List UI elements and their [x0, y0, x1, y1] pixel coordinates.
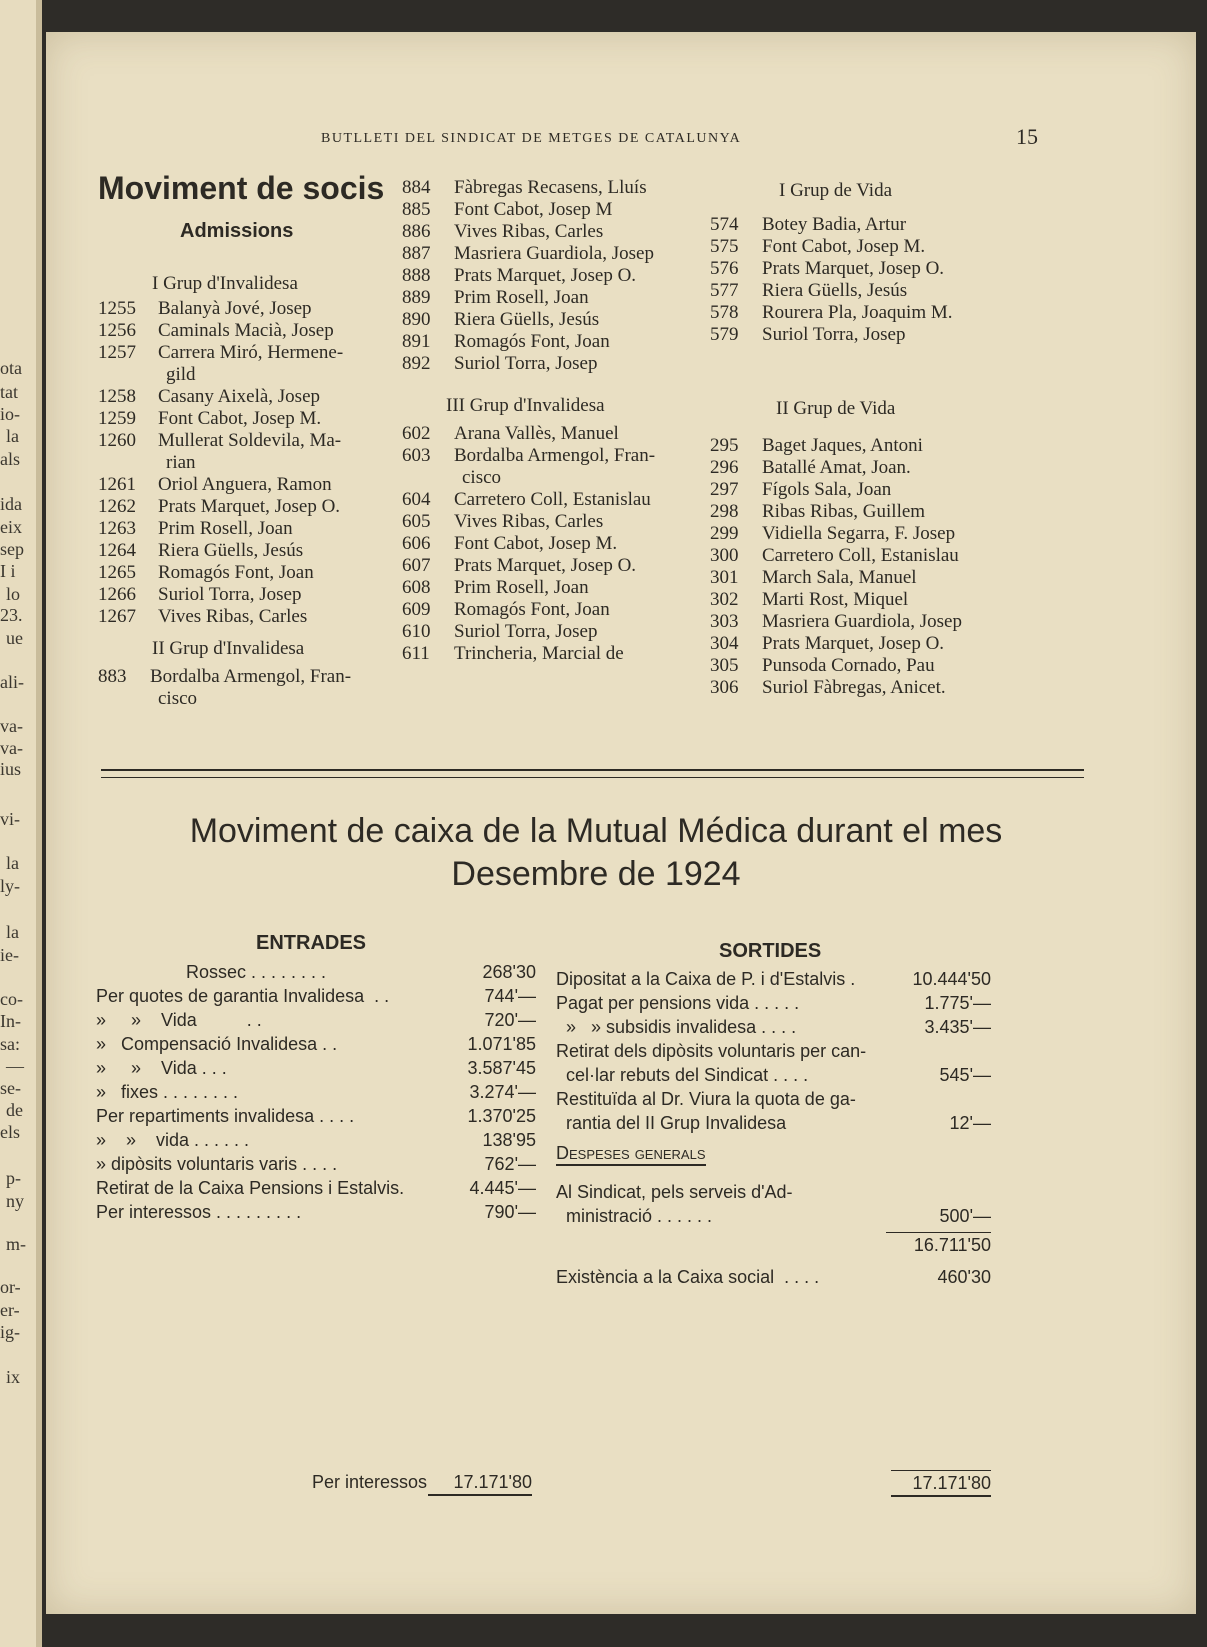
spine-text-fragment: ix	[6, 1367, 21, 1387]
ledger-label: cel·lar rebuts del Sindicat . . . .	[556, 1065, 809, 1085]
ledger-label: Per interessos . . . . . . . . .	[96, 1202, 302, 1222]
member-row	[402, 643, 655, 665]
member-row	[402, 577, 655, 599]
member-name: rian	[166, 452, 196, 473]
member-number: 605	[402, 511, 431, 532]
member-row	[98, 320, 351, 342]
ledger-amount: 3.274'—	[469, 1082, 536, 1102]
member-name: Prim Rosell, Joan	[454, 577, 589, 598]
member-row	[98, 496, 351, 518]
member-row	[402, 221, 655, 243]
spine-text-fragment: or-	[0, 1277, 21, 1297]
member-row	[98, 474, 351, 496]
member-name: Prim Rosell, Joan	[158, 518, 293, 539]
member-row	[710, 545, 962, 567]
group1-heading: I Grup d'Invalidesa	[152, 273, 298, 294]
member-row	[98, 540, 351, 562]
member-name: Carrera Miró, Hermene-	[158, 342, 344, 363]
member-row	[98, 518, 351, 540]
ledger-label: Retirat de la Caixa Pensions i Estalvis.	[96, 1178, 405, 1198]
member-number: 1259	[98, 408, 136, 429]
member-number: 303	[710, 611, 739, 632]
member-number: 300	[710, 545, 739, 566]
spine-text-fragment: ue	[6, 628, 23, 648]
member-row	[98, 364, 351, 386]
ledger-row	[96, 1080, 536, 1104]
spine-text-fragment: ali-	[0, 672, 24, 692]
ledger-label: Al Sindicat, pels serveis d'Ad-	[556, 1182, 793, 1202]
ledger-amount: 545'—	[939, 1065, 991, 1085]
member-row	[710, 523, 962, 545]
member-name: Mullerat Soldevila, Ma-	[158, 430, 342, 451]
ledger-amount: 4.445'—	[469, 1178, 536, 1198]
member-name: Prats Marquet, Josep O.	[454, 265, 637, 286]
member-number: 883	[98, 666, 127, 687]
member-row	[98, 562, 351, 584]
member-row	[98, 386, 351, 408]
member-row	[710, 479, 962, 501]
member-row	[710, 236, 953, 258]
member-number: 1266	[98, 584, 136, 605]
admissions-heading: Admissions	[180, 220, 294, 242]
member-number: 577	[710, 280, 739, 301]
member-name: Batallé Amat, Joan.	[762, 457, 911, 478]
member-number: 611	[402, 643, 430, 664]
caixa-title-line1: Moviment de caixa de la Mutual Médica durant el mes	[189, 812, 1003, 850]
vida1-heading: I Grup de Vida	[779, 180, 893, 201]
member-row	[98, 408, 351, 430]
member-row	[710, 302, 953, 324]
member-name: cisco	[462, 467, 502, 488]
member-number: 298	[710, 501, 739, 522]
member-number: 305	[710, 655, 739, 676]
spine-text-fragment: 23.	[0, 605, 23, 625]
member-row	[710, 633, 962, 655]
spine-text-fragment: ius	[0, 759, 22, 779]
member-name: Vidiella Segarra, F. Josep	[762, 523, 956, 544]
spine-text-fragment: lo	[6, 584, 21, 604]
group3-heading: III Grup d'Invalidesa	[446, 395, 605, 416]
ledger-row	[556, 967, 991, 991]
ledger-amount: 1.370'25	[467, 1106, 536, 1126]
vida2-list	[710, 435, 962, 699]
member-number: 1267	[98, 606, 136, 627]
spine-text-fragment: eix	[0, 517, 22, 537]
member-name: Suriol Torra, Josep	[158, 584, 302, 605]
spine-shadow	[36, 0, 42, 1647]
ledger-amount	[901, 1087, 991, 1111]
ledger-label: » dipòsits voluntaris varis . . . .	[96, 1154, 338, 1174]
member-row	[402, 599, 655, 621]
member-row	[402, 489, 655, 511]
spine-text-fragment: ny	[6, 1191, 24, 1211]
vida2-heading: II Grup de Vida	[776, 398, 896, 419]
member-number: 296	[710, 457, 739, 478]
ledger-row	[96, 984, 536, 1008]
member-number: 1263	[98, 518, 136, 539]
member-name: Marti Rost, Miquel	[762, 589, 909, 610]
member-row	[402, 243, 655, 265]
ledger-label: » » vida . . . . . .	[96, 1130, 250, 1150]
member-number: 885	[402, 199, 431, 220]
spine-text-fragment: als	[0, 449, 20, 469]
member-name: Suriol Torra, Josep	[762, 324, 906, 345]
spine-text-fragment: m-	[6, 1234, 26, 1254]
member-name: Balanyà Jové, Josep	[158, 298, 312, 319]
member-number: 610	[402, 621, 431, 642]
ledger-amount: 138'95	[482, 1130, 536, 1150]
member-name: Fígols Sala, Joan	[762, 479, 892, 500]
member-number: 892	[402, 353, 431, 374]
spine-text-fragment: la	[6, 426, 19, 446]
member-name: Punsoda Cornado, Pau	[762, 655, 935, 676]
ledger-amount: 762'—	[484, 1154, 536, 1174]
caixa-title-line2: Desembre de 1924	[451, 855, 741, 893]
adjacent-page-edge	[0, 0, 42, 1647]
spine-text-fragment: va-	[0, 738, 23, 758]
member-name: Prats Marquet, Josep O.	[762, 258, 945, 279]
member-number: 1256	[98, 320, 136, 341]
ledger-row	[96, 1008, 536, 1032]
sortides-total: 17.171'80	[891, 1470, 991, 1497]
spine-text-fragment: vi-	[0, 809, 20, 829]
member-row	[710, 567, 962, 589]
member-row	[402, 555, 655, 577]
spine-text-fragment: io-	[0, 404, 20, 424]
member-name: Casany Aixelà, Josep	[158, 386, 321, 407]
member-name: Fàbregas Recasens, Lluís	[454, 177, 647, 198]
ledger-label: » » subsidis invalidesa . . . .	[556, 1017, 797, 1037]
member-row	[402, 199, 655, 221]
member-number: 299	[710, 523, 739, 544]
member-row	[402, 511, 655, 533]
member-name: Font Cabot, Josep M.	[158, 408, 322, 429]
member-number: 884	[402, 177, 431, 198]
member-row	[710, 589, 962, 611]
member-name: Prats Marquet, Josep O.	[762, 633, 945, 654]
ledger-label: Per quotes de garantia Invalidesa . .	[96, 986, 390, 1006]
spine-text-fragment: I i	[0, 561, 16, 581]
member-name: Romagós Font, Joan	[454, 599, 610, 620]
section-rule	[101, 769, 1084, 771]
member-name: March Sala, Manuel	[762, 567, 917, 588]
spine-text-fragment: p-	[6, 1168, 21, 1188]
entrades-table	[96, 960, 536, 1224]
member-name: Botey Badia, Artur	[762, 214, 907, 235]
member-name: Vives Ribas, Carles	[454, 221, 604, 242]
member-number: 576	[710, 258, 739, 279]
member-row	[710, 611, 962, 633]
member-name: Prats Marquet, Josep O.	[454, 555, 637, 576]
spine-text-fragment: co-	[0, 989, 23, 1009]
ledger-label: » fixes . . . . . . . .	[96, 1082, 239, 1102]
member-row	[402, 287, 655, 309]
spine-text-fragment: tat	[0, 382, 18, 402]
ledger-row	[556, 1111, 991, 1135]
ledger-amount: 1.775'—	[924, 993, 991, 1013]
member-row	[710, 457, 962, 479]
ledger-row	[96, 960, 536, 984]
member-name: Riera Güells, Jesús	[158, 540, 304, 561]
existencia-amount: 460'30	[937, 1267, 991, 1287]
member-number: 1264	[98, 540, 136, 561]
member-name: Arana Vallès, Manuel	[454, 423, 619, 444]
member-name: Ribas Ribas, Guillem	[762, 501, 926, 522]
member-row	[98, 688, 351, 710]
spine-text-fragment: ota	[0, 358, 22, 378]
member-row	[710, 324, 953, 346]
member-name: Oriol Anguera, Ramon	[158, 474, 332, 495]
member-number: 603	[402, 445, 431, 466]
vida1-list	[710, 214, 953, 346]
ledger-label: Restituïda al Dr. Viura la quota de ga-	[556, 1089, 856, 1109]
member-name: Font Cabot, Josep M.	[762, 236, 926, 257]
ledger-amount: 1.071'85	[467, 1034, 536, 1054]
member-name: gild	[166, 364, 196, 385]
sortides-heading: SORTIDES	[719, 940, 822, 962]
member-number: 886	[402, 221, 431, 242]
member-number: 1265	[98, 562, 136, 583]
member-name: Masriera Guardiola, Josep	[762, 611, 962, 632]
entrades-heading: ENTRADES	[256, 932, 367, 954]
ledger-label: Retirat dels dipòsits voluntaris per can-	[556, 1041, 867, 1061]
spine-text-fragment: ig-	[0, 1322, 20, 1342]
ledger-label: rantia del II Grup Invalidesa	[556, 1113, 787, 1133]
member-number: 1258	[98, 386, 136, 407]
member-row	[98, 430, 351, 452]
running-title: BUTLLETI DEL SINDICAT DE METGES DE CATALUNYA	[321, 131, 742, 146]
member-row	[710, 677, 962, 699]
ledger-row	[556, 1015, 991, 1039]
ledger-label: Dipositat a la Caixa de P. i d'Estalvis .	[556, 969, 856, 989]
ledger-row	[556, 1087, 991, 1111]
member-row	[98, 342, 351, 364]
member-name: Romagós Font, Joan	[158, 562, 314, 583]
member-row	[710, 501, 962, 523]
ledger-row	[96, 1128, 536, 1152]
spine-text-fragment: se-	[0, 1078, 21, 1098]
ledger-row	[556, 1180, 991, 1204]
existencia-row	[556, 1265, 991, 1289]
ledger-row	[96, 1176, 536, 1200]
ledger-amount	[901, 1039, 991, 1063]
entrades-total-label: Per interessos	[312, 1472, 428, 1492]
member-number: 1262	[98, 496, 136, 517]
member-number: 1261	[98, 474, 136, 495]
member-number: 888	[402, 265, 431, 286]
spine-text-fragment: la	[6, 922, 19, 942]
member-number: 609	[402, 599, 431, 620]
ledger-row	[96, 1200, 536, 1224]
member-row	[98, 584, 351, 606]
ledger-label: Pagat per pensions vida . . . . .	[556, 993, 800, 1013]
spine-text-fragment: sep	[0, 539, 24, 559]
member-row	[402, 467, 655, 489]
ledger-amount: 720'—	[484, 1010, 536, 1030]
member-number: 301	[710, 567, 739, 588]
member-name: Rourera Pla, Joaquim M.	[762, 302, 953, 323]
document-page	[46, 32, 1196, 1614]
member-number: 1255	[98, 298, 136, 319]
ledger-label: Rossec . . . . . . . .	[186, 962, 327, 982]
ledger-label: ministració . . . . . .	[556, 1206, 713, 1226]
member-number: 890	[402, 309, 431, 330]
spine-text-fragment: In-	[0, 1011, 21, 1031]
ledger-amount: 12'—	[949, 1113, 991, 1133]
ledger-row	[556, 991, 991, 1015]
ledger-row	[96, 1152, 536, 1176]
member-number: 574	[710, 214, 739, 235]
member-number: 579	[710, 324, 739, 345]
member-number: 578	[710, 302, 739, 323]
member-number: 302	[710, 589, 739, 610]
ledger-row	[96, 1104, 536, 1128]
member-row	[402, 353, 655, 375]
member-name: Carretero Coll, Estanislau	[762, 545, 959, 566]
ledger-row	[556, 1039, 991, 1063]
member-number: 1260	[98, 430, 136, 451]
member-name: Prim Rosell, Joan	[454, 287, 589, 308]
ledger-amount: 268'30	[482, 962, 536, 982]
member-name: Riera Güells, Jesús	[454, 309, 600, 330]
member-row	[98, 606, 351, 628]
member-number: 1257	[98, 342, 136, 363]
member-number: 304	[710, 633, 739, 654]
spine-text-fragment: de	[6, 1100, 23, 1120]
spine-text-fragment: er-	[0, 1300, 20, 1320]
member-name: Font Cabot, Josep M.	[454, 533, 618, 554]
socis-column-1	[98, 298, 351, 710]
member-name: cisco	[158, 688, 198, 709]
member-name: Romagós Font, Joan	[454, 331, 610, 352]
member-number: 297	[710, 479, 739, 500]
ledger-amount: 744'—	[484, 986, 536, 1006]
ledger-row	[556, 1204, 991, 1228]
member-name: Suriol Fàbregas, Anicet.	[762, 677, 946, 698]
ledger-amount: 3.435'—	[924, 1017, 991, 1037]
spine-text-fragment: ida	[0, 494, 22, 514]
ledger-row	[96, 1056, 536, 1080]
section-rule-thin	[101, 777, 1084, 778]
spine-text-fragment: els	[0, 1122, 20, 1142]
member-row	[402, 331, 655, 353]
member-row	[710, 435, 962, 457]
ledger-amount: 10.444'50	[912, 969, 991, 989]
spine-text-fragment: ly-	[0, 876, 20, 896]
ledger-label: Per repartiments invalidesa . . . .	[96, 1106, 355, 1126]
member-row	[402, 423, 655, 445]
member-name: Bordalba Armengol, Fran-	[150, 666, 352, 687]
ledger-amount: 500'—	[939, 1206, 991, 1226]
sortides-subtotal: 16.711'50	[886, 1232, 991, 1257]
entrades-total: 17.171'80	[428, 1470, 532, 1496]
member-row	[710, 655, 962, 677]
member-name: Vives Ribas, Carles	[454, 511, 604, 532]
member-number: 608	[402, 577, 431, 598]
member-name: Carretero Coll, Estanislau	[454, 489, 651, 510]
spine-text-fragment: va-	[0, 716, 23, 736]
member-number: 602	[402, 423, 431, 444]
member-row	[710, 280, 953, 302]
member-number: 889	[402, 287, 431, 308]
member-row	[98, 452, 351, 474]
spine-text-fragment: la	[6, 853, 19, 873]
existencia-label: Existència a la Caixa social . . . .	[556, 1267, 820, 1287]
ledger-amount: 790'—	[484, 1202, 536, 1222]
member-name: Baget Jaques, Antoni	[762, 435, 923, 456]
member-number: 575	[710, 236, 739, 257]
member-name: Font Cabot, Josep M	[454, 199, 613, 220]
member-name: Suriol Torra, Josep	[454, 621, 598, 642]
member-row	[402, 533, 655, 555]
member-row	[402, 265, 655, 287]
member-number: 295	[710, 435, 739, 456]
group2-heading: II Grup d'Invalidesa	[152, 638, 305, 659]
ledger-amount	[901, 1180, 991, 1204]
member-number: 606	[402, 533, 431, 554]
page-number: 15	[1016, 124, 1038, 149]
spine-text-fragment: ie-	[0, 945, 19, 965]
member-row	[402, 309, 655, 331]
member-name: Masriera Guardiola, Josep	[454, 243, 654, 264]
spine-text-fragment: sa:	[0, 1034, 20, 1054]
member-row	[98, 298, 351, 320]
sortides-table	[556, 967, 991, 1493]
socis-title: Moviment de socis	[98, 170, 385, 206]
member-row	[402, 177, 655, 199]
member-number: 891	[402, 331, 431, 352]
member-number: 607	[402, 555, 431, 576]
member-number: 887	[402, 243, 431, 264]
member-row	[402, 621, 655, 643]
member-row	[710, 214, 953, 236]
member-name: Caminals Macià, Josep	[158, 320, 334, 341]
member-name: Suriol Torra, Josep	[454, 353, 598, 374]
member-name: Bordalba Armengol, Fran-	[454, 445, 656, 466]
socis-column-2	[402, 177, 655, 665]
ledger-label: » » Vida . .	[96, 1010, 262, 1030]
member-row	[402, 445, 655, 467]
member-number: 306	[710, 677, 739, 698]
spine-text-fragment: —	[6, 1056, 24, 1076]
member-name: Prats Marquet, Josep O.	[158, 496, 341, 517]
member-name: Riera Güells, Jesús	[762, 280, 908, 301]
member-name: Trincheria, Marcial de	[454, 643, 624, 664]
member-row	[710, 258, 953, 280]
ledger-label: » Compensació Invalidesa . .	[96, 1034, 338, 1054]
ledger-row	[556, 1063, 991, 1087]
member-name: Vives Ribas, Carles	[158, 606, 308, 627]
ledger-row	[96, 1032, 536, 1056]
ledger-amount: 3.587'45	[467, 1058, 536, 1078]
member-number: 604	[402, 489, 431, 510]
ledger-label: » » Vida . . .	[96, 1058, 227, 1078]
member-row	[98, 666, 351, 688]
despeses-heading: Despeses generals	[556, 1143, 706, 1166]
